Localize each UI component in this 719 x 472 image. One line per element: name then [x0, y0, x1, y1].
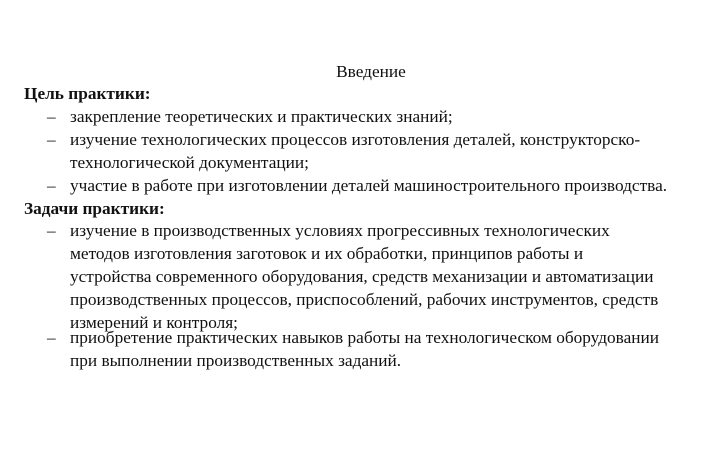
list-item-text: [70, 174, 717, 197]
text-line: производственных процессов, приспособлений, рабочих инструментов, средств: [70, 290, 659, 309]
text-line: закрепление теоретических и практических знаний;: [70, 107, 453, 126]
list-item-text: [70, 128, 717, 174]
text-line: измерений и контроля;: [70, 313, 238, 332]
text-line: изучение технологических процессов изготовления деталей, конструкторско-: [70, 130, 641, 149]
text-line: приобретение практических навыков работы на технологическом оборудовании: [70, 328, 660, 347]
section-heading-tasks: Задачи практики:: [24, 199, 165, 218]
document-title: Введение: [336, 62, 406, 81]
dash-bullet: –: [47, 176, 56, 195]
text-line: участие в работе при изготовлении деталей машиностроительного производства.: [70, 176, 668, 195]
list-item-text: [70, 326, 717, 372]
text-line: при выполнении производственных заданий.: [70, 351, 402, 370]
dash-bullet: –: [47, 107, 56, 126]
dash-bullet: –: [47, 328, 56, 347]
dash-bullet: –: [47, 130, 56, 149]
text-line: устройства современного оборудования, средств механизации и автоматизации: [70, 267, 654, 286]
text-line: изучение в производственных условиях прогрессивных технологических: [70, 221, 610, 240]
text-line: технологической документации;: [70, 153, 309, 172]
list-item-text: [70, 105, 717, 128]
text-line: методов изготовления заготовок и их обработки, принципов работы и: [70, 244, 584, 263]
dash-bullet: –: [47, 221, 56, 240]
list-item-text: [70, 219, 717, 334]
section-heading-goal: Цель практики:: [24, 84, 151, 103]
